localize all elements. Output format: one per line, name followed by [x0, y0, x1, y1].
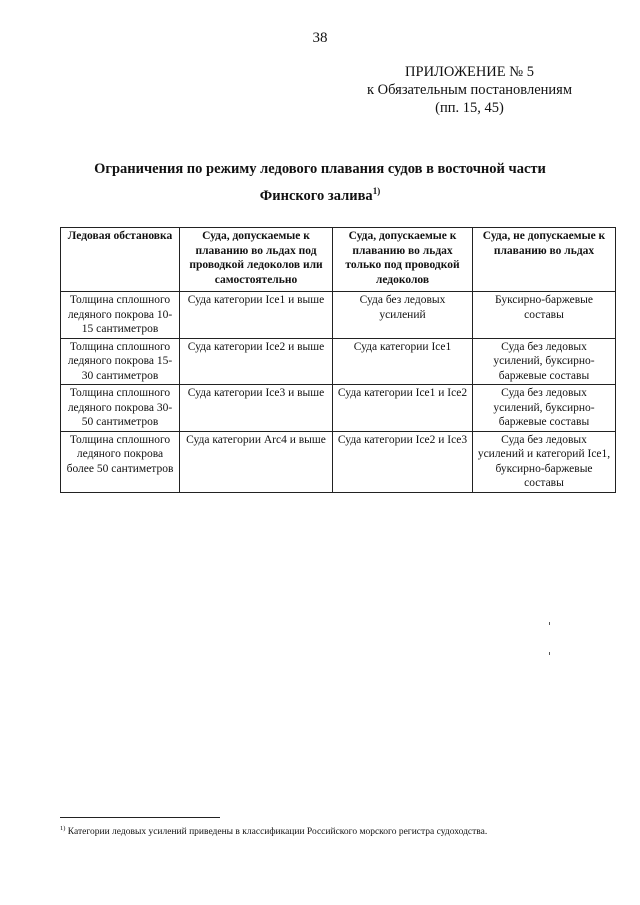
document-title-text: Ограничения по режиму ледового плавания судов в восточной части Финского залива: [94, 161, 546, 204]
table-cell: Толщина сплошного ледяного покрова более 50 сантиметров: [61, 431, 180, 492]
table-cell: Толщина сплошного ледяного покрова 10-15 сантиметров: [61, 292, 180, 339]
table-cell: Суда без ледовых усилений, буксирно-баржевые составы: [473, 385, 616, 432]
table-cell: Суда без ледовых усилений, буксирно-баржевые составы: [473, 338, 616, 385]
table-header-row: [61, 228, 616, 292]
footnote-divider: [60, 817, 220, 818]
table-cell: Суда категории Ice2 и выше: [180, 338, 333, 385]
table-cell: Толщина сплошного ледяного покрова 30-50 сантиметров: [61, 385, 180, 432]
appendix-title: ПРИЛОЖЕНИЕ № 5: [405, 64, 534, 80]
header-ice-conditions: Ледовая обстановка: [61, 228, 180, 292]
header-not-allowed: Суда, не допускаемые к плаванию во льдах: [473, 228, 616, 292]
appendix-header: [367, 63, 572, 117]
appendix-clauses: (пп. 15, 45): [435, 100, 504, 116]
table-cell: Суда категории Ice1 и выше: [180, 292, 333, 339]
table-cell: Суда категории Ice3 и выше: [180, 385, 333, 432]
table-row: [61, 385, 616, 432]
table-cell: Суда категории Ice2 и Ice3: [333, 431, 473, 492]
document-title: [80, 158, 560, 207]
footnote-text: Категории ледовых усилений приведены в классификации Российского морского регистра судоходства.: [67, 827, 488, 838]
ice-limits-table: [60, 227, 616, 493]
table-cell: Буксирно-баржевые составы: [473, 292, 616, 339]
table-cell: Суда категории Ice1 и Ice2: [333, 385, 473, 432]
table-cell: Толщина сплошного ледяного покрова 15-30 сантиметров: [61, 338, 180, 385]
table-cell: Суда категории Ice1: [333, 338, 473, 385]
footnote-marker: 1): [60, 825, 66, 832]
appendix-reference: к Обязательным постановлениям: [367, 82, 572, 98]
table-row: [61, 431, 616, 492]
header-allowed-only-with-escort: Суда, допускаемые к плаванию во льдах только под проводкой ледоколов: [333, 228, 473, 292]
scan-speck: [549, 652, 550, 655]
scan-speck: [549, 622, 550, 625]
table-cell: Суда без ледовых усилений: [333, 292, 473, 339]
table-cell: Суда без ледовых усилений и категорий Ice1, буксирно-баржевые составы: [473, 431, 616, 492]
table-cell: Суда категории Arc4 и выше: [180, 431, 333, 492]
table-row: [61, 292, 616, 339]
page-number: 38: [312, 30, 328, 46]
footnote: [60, 823, 620, 838]
table-row: [61, 338, 616, 385]
header-allowed-with-or-without-escort: Суда, допускаемые к плаванию во льдах под проводкой ледоколов или самостоятельно: [180, 228, 333, 292]
title-footnote-ref: 1): [372, 186, 381, 196]
